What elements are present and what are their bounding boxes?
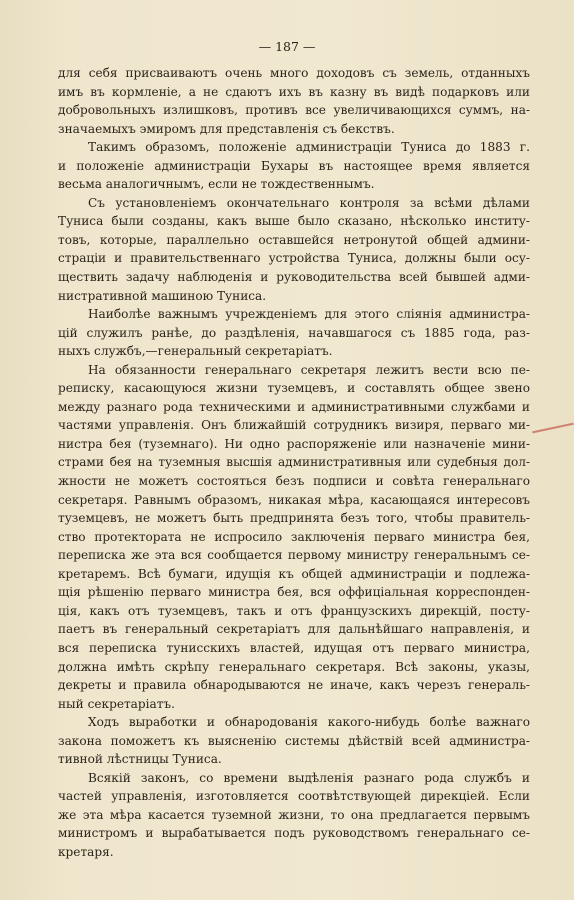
text-line: секретаря. Равнымъ образомъ, никакая мѣра, касающаяся интересовъ [58,492,530,507]
text-line: Такимъ образомъ, положеніе администраціи Туниса до 1883 г. [88,140,530,155]
text-line: кретаря. [58,844,114,859]
text-line: тивной лѣстницы Туниса. [58,752,222,767]
text-line: цій служилъ ранѣе, до раздѣленія, начавшагося съ 1885 года, раз- [58,325,530,340]
text-line: для себя присваиваютъ очень много доходовъ съ земель, отданныхъ [58,66,530,80]
text-line: страми бея на туземныя высшія административныя или судебныя дол- [58,455,530,470]
text-line: добровольныхъ излишковъ, противъ все увеличивающихся суммъ, на- [58,103,530,118]
text-line: щія рѣшенію перваго министра бея, вся оффиціальная корреспонден- [58,585,530,600]
text-line: нистративной машиною Туниса. [58,288,267,303]
body-text [58,64,530,862]
page-number: — 187 — [258,39,316,54]
text-line: Съ установленіемъ окончательнаго контроля за всѣми дѣлами [88,195,530,210]
text-line: переписка же эта вся сообщается первому министру генеральнымъ се- [58,548,530,563]
paragraph [58,713,530,769]
text-line: имъ въ кормленіе, а не сдаютъ ихъ въ казну въ видѣ подарковъ или [58,84,530,99]
text-line: жности не можетъ состояться безъ подписи и совѣта генеральнаго [58,474,530,489]
text-line: страціи и правительственнаго устройства Туниса, должны были осу- [58,251,530,266]
text-line: ществить задачу наблюденія и руководительства всей бывшей адми- [58,270,530,285]
text-line: ція, какъ отъ туземцевъ, такъ и отъ французскихъ дирекцій, посту- [58,603,530,618]
text-line: ный секретаріатъ. [58,696,175,711]
paragraph [58,194,530,305]
text-line: На обязанности генеральнаго секретаря лежитъ вести всю пе- [88,362,530,377]
text-line: туземцевъ, не можетъ быть предпринята безъ того, чтобы правитель- [58,511,530,526]
text-line: должна имѣть скрѣпу генеральнаго секретаря. Всѣ законы, указы, [58,659,530,674]
text-line: министромъ и вырабатывается подъ руководствомъ генеральнаго се- [58,826,530,841]
paragraph [58,769,530,862]
text-line: кретаремъ. Всѣ бумаги, идущія къ общей администраціи и подлежа- [58,566,530,581]
text-line: вся переписка тунисскихъ властей, идущая отъ перваго министра, [58,640,530,655]
text-line: декреты и правила обнародываются не иначе, какъ черезъ генераль- [58,678,530,693]
text-line: между разнаго рода техническими и административными службами и [58,399,530,414]
text-line: паетъ въ генеральный секретаріатъ для дальнѣйшаго направленія, и [58,622,530,637]
text-line: и положеніе администраціи Бухары въ настоящее время является [58,158,530,173]
text-line: значаемыхъ эмиромъ для представленія съ бекствъ. [58,121,395,136]
margin-pencil-mark [532,423,573,434]
text-line: Наиболѣе важнымъ учрежденіемъ для этого сліянія администра- [88,307,530,322]
paragraph [58,64,530,138]
text-line: частей управленія, изготовляется соотвѣтствующей дирекціей. Если [58,789,530,804]
text-line: закона поможетъ къ выясненію системы дѣйствій всей администра- [58,733,530,748]
text-line: Ходъ выработки и обнародованія какого-нибудь болѣе важнаго [88,715,530,730]
paragraph [58,361,530,713]
text-line: же эта мѣра касается туземной жизни, то она предлагается первымъ [58,807,530,822]
text-line: частями управленія. Онъ ближайшій сотрудникъ визиря, перваго ми- [58,418,530,433]
text-line: Всякій законъ, со времени выдѣленія разнаго рода службъ и [88,770,530,785]
text-line: ныхъ службъ,—генеральный секретаріатъ. [58,344,333,359]
text-line: весьма аналогичнымъ, если не тождественнымъ. [58,177,375,192]
text-line: товъ, которые, параллельно оставшейся нетронутой общей админи- [58,232,530,247]
text-line: Туниса были созданы, какъ выше было сказано, нѣсколько институ- [58,214,530,229]
text-line: ство протектората не испросило заключенія перваго министра бея, [58,529,530,544]
paragraph [58,138,530,194]
text-line: реписку, касающуюся жизни туземцевъ, и составлять общее звено [58,381,530,396]
paragraph [58,305,530,361]
text-line: нистра бея (туземнаго). Ни одно распоряженіе или назначеніе мини- [58,436,530,451]
